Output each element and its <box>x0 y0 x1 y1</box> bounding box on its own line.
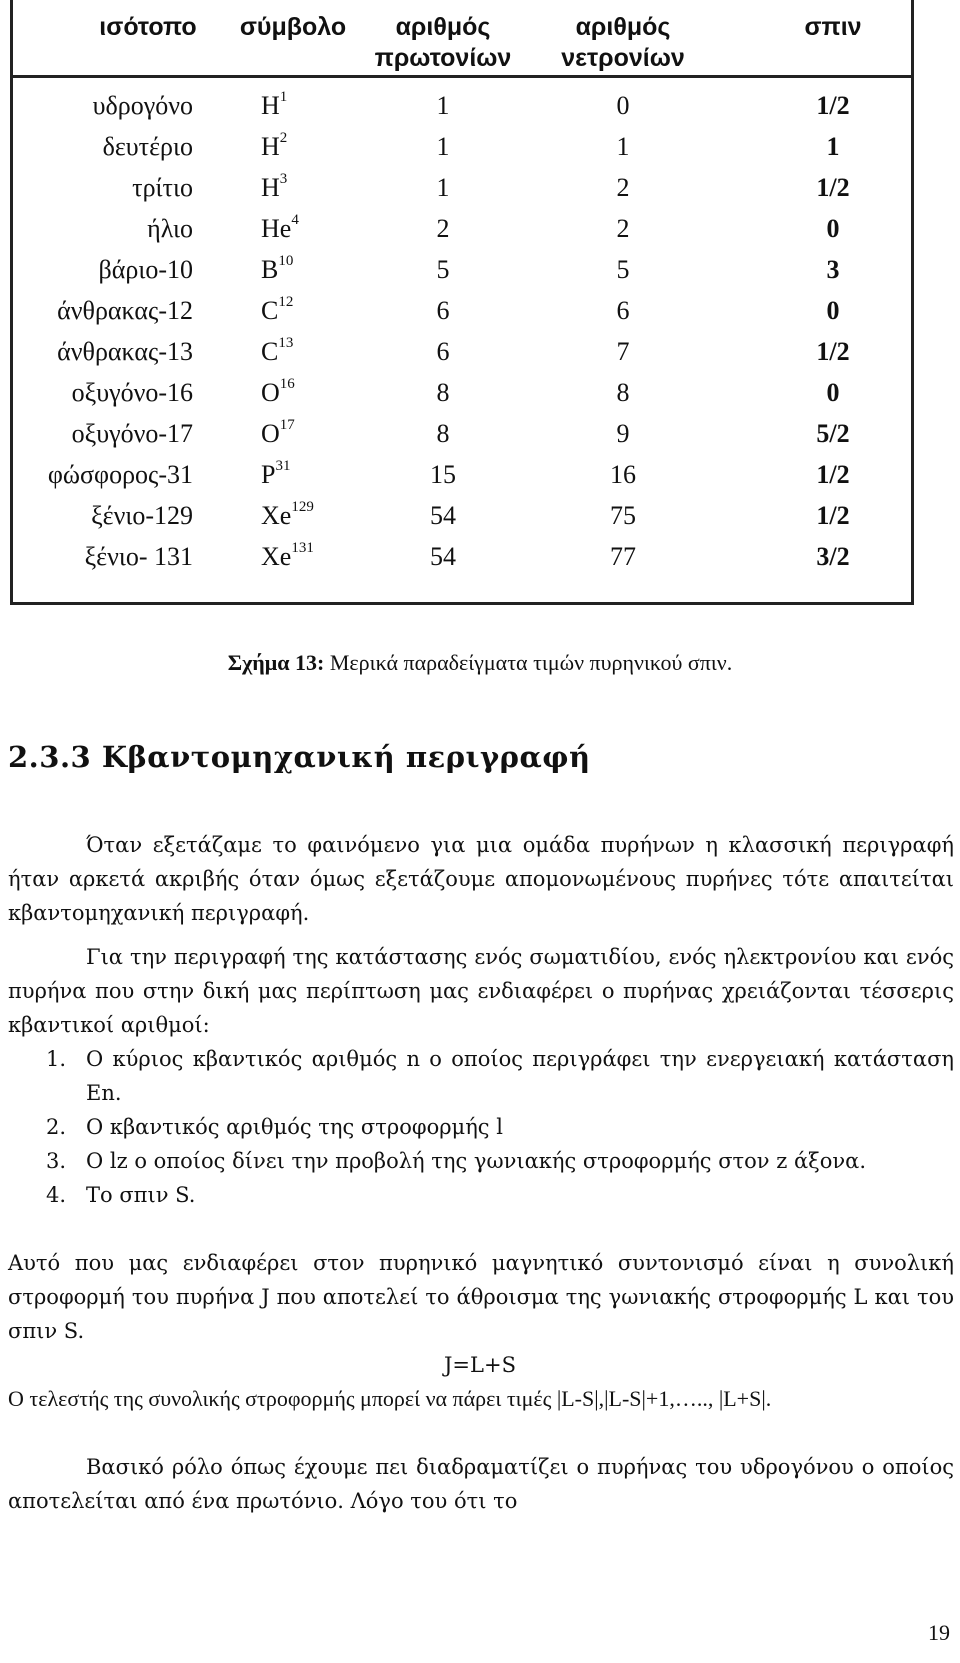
symbol-letter: H <box>261 132 280 161</box>
formula: J=L+S <box>444 1353 516 1377</box>
paragraph-3: Αυτό που μας ενδιαφέρει στον πυρηνικό μαγνητικό συντονισμό είναι η συνολική στροφορμή του πυρήνα J που αποτελεί το άθροισμα της γωνιακής στροφορμής L και του σπιν S. <box>8 1251 954 1343</box>
mass-number: 131 <box>291 540 314 556</box>
isotope-name: ξένιο- 131 <box>84 542 193 571</box>
neutron-count: 5 <box>616 255 630 284</box>
list-item <box>8 1144 954 1178</box>
list-number: 2. <box>46 1115 67 1139</box>
symbol-letter: B <box>261 255 279 284</box>
spin-value: 1/2 <box>816 337 850 366</box>
isotope-name: άνθρακας-13 <box>57 337 193 366</box>
symbol-letter: C <box>261 337 279 366</box>
isotope-name: άνθρακας-12 <box>57 296 193 325</box>
isotope-name: υδρογόνο <box>92 91 193 120</box>
symbol-letter: He <box>261 214 292 243</box>
neutron-count: 16 <box>610 460 636 489</box>
spin-value: 5/2 <box>816 419 850 448</box>
neutron-count: 77 <box>610 542 636 571</box>
mass-number: 3 <box>279 171 288 187</box>
proton-count: 2 <box>436 214 450 243</box>
mass-number: 2 <box>279 130 288 146</box>
neutron-count: 9 <box>616 419 630 448</box>
list-text: Το σπιν S. <box>86 1183 196 1207</box>
proton-count: 6 <box>436 296 450 325</box>
isotope-symbol <box>261 330 331 373</box>
spin-value: 1/2 <box>816 173 850 202</box>
mass-number: 17 <box>279 417 295 433</box>
isotope-symbol <box>261 166 331 209</box>
isotope-symbol <box>261 248 331 291</box>
caption-label: Σχήμα 13: <box>227 650 325 675</box>
list-text: Ο lz ο οποίος δίνει την προβολή της γωνιακής στροφορμής στον z άξονα. <box>86 1149 867 1173</box>
spin-value: 1/2 <box>816 460 850 489</box>
paragraph-2: Για την περιγραφή της κατάστασης ενός σωματιδίου, ενός ηλεκτρονίου και ενός πυρήνα που στην δική μας περίπτωση μας ενδιαφέρει ο πυρήνας χρειάζονται τέσσερις κβαντικοί αριθμοί: <box>8 945 954 1037</box>
symbol-letter: H <box>261 173 280 202</box>
neutron-count: 6 <box>616 296 630 325</box>
figure-caption <box>0 650 960 676</box>
spin-value: 3 <box>826 255 840 284</box>
isotope-symbol <box>261 494 331 537</box>
spin-value: 0 <box>826 378 840 407</box>
proton-count: 1 <box>436 132 450 161</box>
list-number: 3. <box>46 1149 67 1173</box>
neutron-count: 2 <box>616 173 630 202</box>
neutron-count: 1 <box>616 132 630 161</box>
proton-count: 54 <box>430 542 456 571</box>
paragraph-1: Όταν εξετάζαμε το φαινόμενο για μια ομάδα πυρήνων η κλασσική περιγραφή ήταν αρκετά ακριβής όταν όμως εξετάζουμε απομονωμένους πυρήνες τότε απαιτείται κβαντομηχανική περιγραφή. <box>8 833 954 925</box>
list-item <box>8 1110 954 1144</box>
isotope-symbol <box>261 535 331 578</box>
isotope-name: δευτέριο <box>102 132 193 161</box>
section-heading: 2.3.3 Κβαντομηχανική περιγραφή <box>8 740 591 774</box>
mass-number: 129 <box>291 499 314 515</box>
isotope-symbol <box>261 84 331 127</box>
neutron-count: 75 <box>610 501 636 530</box>
table-row <box>13 125 911 168</box>
isotope-name: τρίτιο <box>132 173 193 202</box>
isotope-symbol <box>261 371 331 414</box>
symbol-letter: O <box>261 378 280 407</box>
proton-count: 1 <box>436 173 450 202</box>
table-row <box>13 453 911 496</box>
isotope-name: ξένιο-129 <box>91 501 193 530</box>
mass-number: 12 <box>278 294 294 310</box>
mass-number: 16 <box>279 376 295 392</box>
header-neutrons <box>548 12 698 74</box>
isotope-name: οξυγόνο-16 <box>71 378 193 407</box>
proton-count: 5 <box>436 255 450 284</box>
neutron-count: 7 <box>616 337 630 366</box>
caption-text: Μερικά παραδείγματα τιμών πυρηνικού σπιν. <box>324 650 733 675</box>
header-protons-line1: αριθμός <box>395 13 491 41</box>
spin-value: 1/2 <box>816 91 850 120</box>
table-row <box>13 535 911 578</box>
neutron-count: 0 <box>616 91 630 120</box>
isotope-name: βάριο-10 <box>98 255 193 284</box>
neutron-count: 2 <box>616 214 630 243</box>
isotope-symbol <box>261 125 331 168</box>
header-isotope: ισότοπο <box>99 13 197 41</box>
mass-number: 31 <box>275 458 291 474</box>
isotope-name: οξυγόνο-17 <box>71 419 193 448</box>
symbol-letter: Xe <box>261 542 292 571</box>
page-number: 19 <box>928 1620 950 1645</box>
symbol-letter: P <box>261 460 276 489</box>
mass-number: 4 <box>291 212 299 228</box>
mass-number: 13 <box>278 335 294 351</box>
table-row <box>13 289 911 332</box>
proton-count: 54 <box>430 501 456 530</box>
neutron-count: 8 <box>616 378 630 407</box>
quantum-numbers-list <box>8 1042 954 1212</box>
isotope-table <box>10 0 914 605</box>
list-text: Ο κύριος κβαντικός αριθμός n ο οποίος περιγράφει την ενεργειακή κατάσταση En. <box>86 1047 954 1105</box>
table-row <box>13 371 911 414</box>
spin-value: 0 <box>826 214 840 243</box>
header-protons <box>368 12 518 74</box>
paragraph-5: Βασικό ρόλο όπως έχουμε πει διαδραματίζει ο πυρήνας του υδρογόνου ο οποίος αποτελείται από ένα πρωτόνιο. Λόγο του ότι το <box>8 1455 954 1513</box>
symbol-letter: O <box>261 419 280 448</box>
list-text: Ο κβαντικός αριθμός της στροφορμής l <box>86 1115 503 1139</box>
isotope-name: φώσφορος-31 <box>47 460 193 489</box>
header-protons-line2: πρωτονίων <box>374 44 512 72</box>
proton-count: 1 <box>436 91 450 120</box>
table-row <box>13 494 911 537</box>
table-row <box>13 248 911 291</box>
mass-number: 10 <box>278 253 294 269</box>
list-item <box>8 1042 954 1110</box>
proton-count: 15 <box>430 460 456 489</box>
paragraph-4: Ο τελεστής της συνολικής στροφορμής μπορεί να πάρει τιμές |L-S|,|L-S|+1,….., |L+S|. <box>8 1386 772 1411</box>
symbol-letter: Xe <box>261 501 292 530</box>
list-number: 4. <box>46 1183 67 1207</box>
table-row <box>13 330 911 373</box>
proton-count: 8 <box>436 378 450 407</box>
isotope-symbol <box>261 412 331 455</box>
list-item <box>8 1178 954 1212</box>
mass-number: 1 <box>279 89 288 105</box>
spin-value: 0 <box>826 296 840 325</box>
header-neutrons-line1: αριθμός <box>575 13 671 41</box>
isotope-symbol <box>261 453 331 496</box>
table-row <box>13 166 911 209</box>
isotope-symbol <box>261 207 331 250</box>
table-row <box>13 84 911 127</box>
proton-count: 8 <box>436 419 450 448</box>
spin-value: 1/2 <box>816 501 850 530</box>
list-number: 1. <box>46 1047 67 1071</box>
proton-count: 6 <box>436 337 450 366</box>
spin-value: 1 <box>826 132 840 161</box>
symbol-letter: H <box>261 91 280 120</box>
isotope-symbol <box>261 289 331 332</box>
spin-value: 3/2 <box>816 542 850 571</box>
table-row <box>13 207 911 250</box>
header-neutrons-line2: νετρονίων <box>561 44 685 72</box>
symbol-letter: C <box>261 296 279 325</box>
table-row <box>13 412 911 455</box>
table-header <box>13 0 911 78</box>
header-spin: σπιν <box>804 13 862 41</box>
header-symbol: σύμβολο <box>239 13 347 41</box>
isotope-name: ήλιο <box>147 214 193 243</box>
